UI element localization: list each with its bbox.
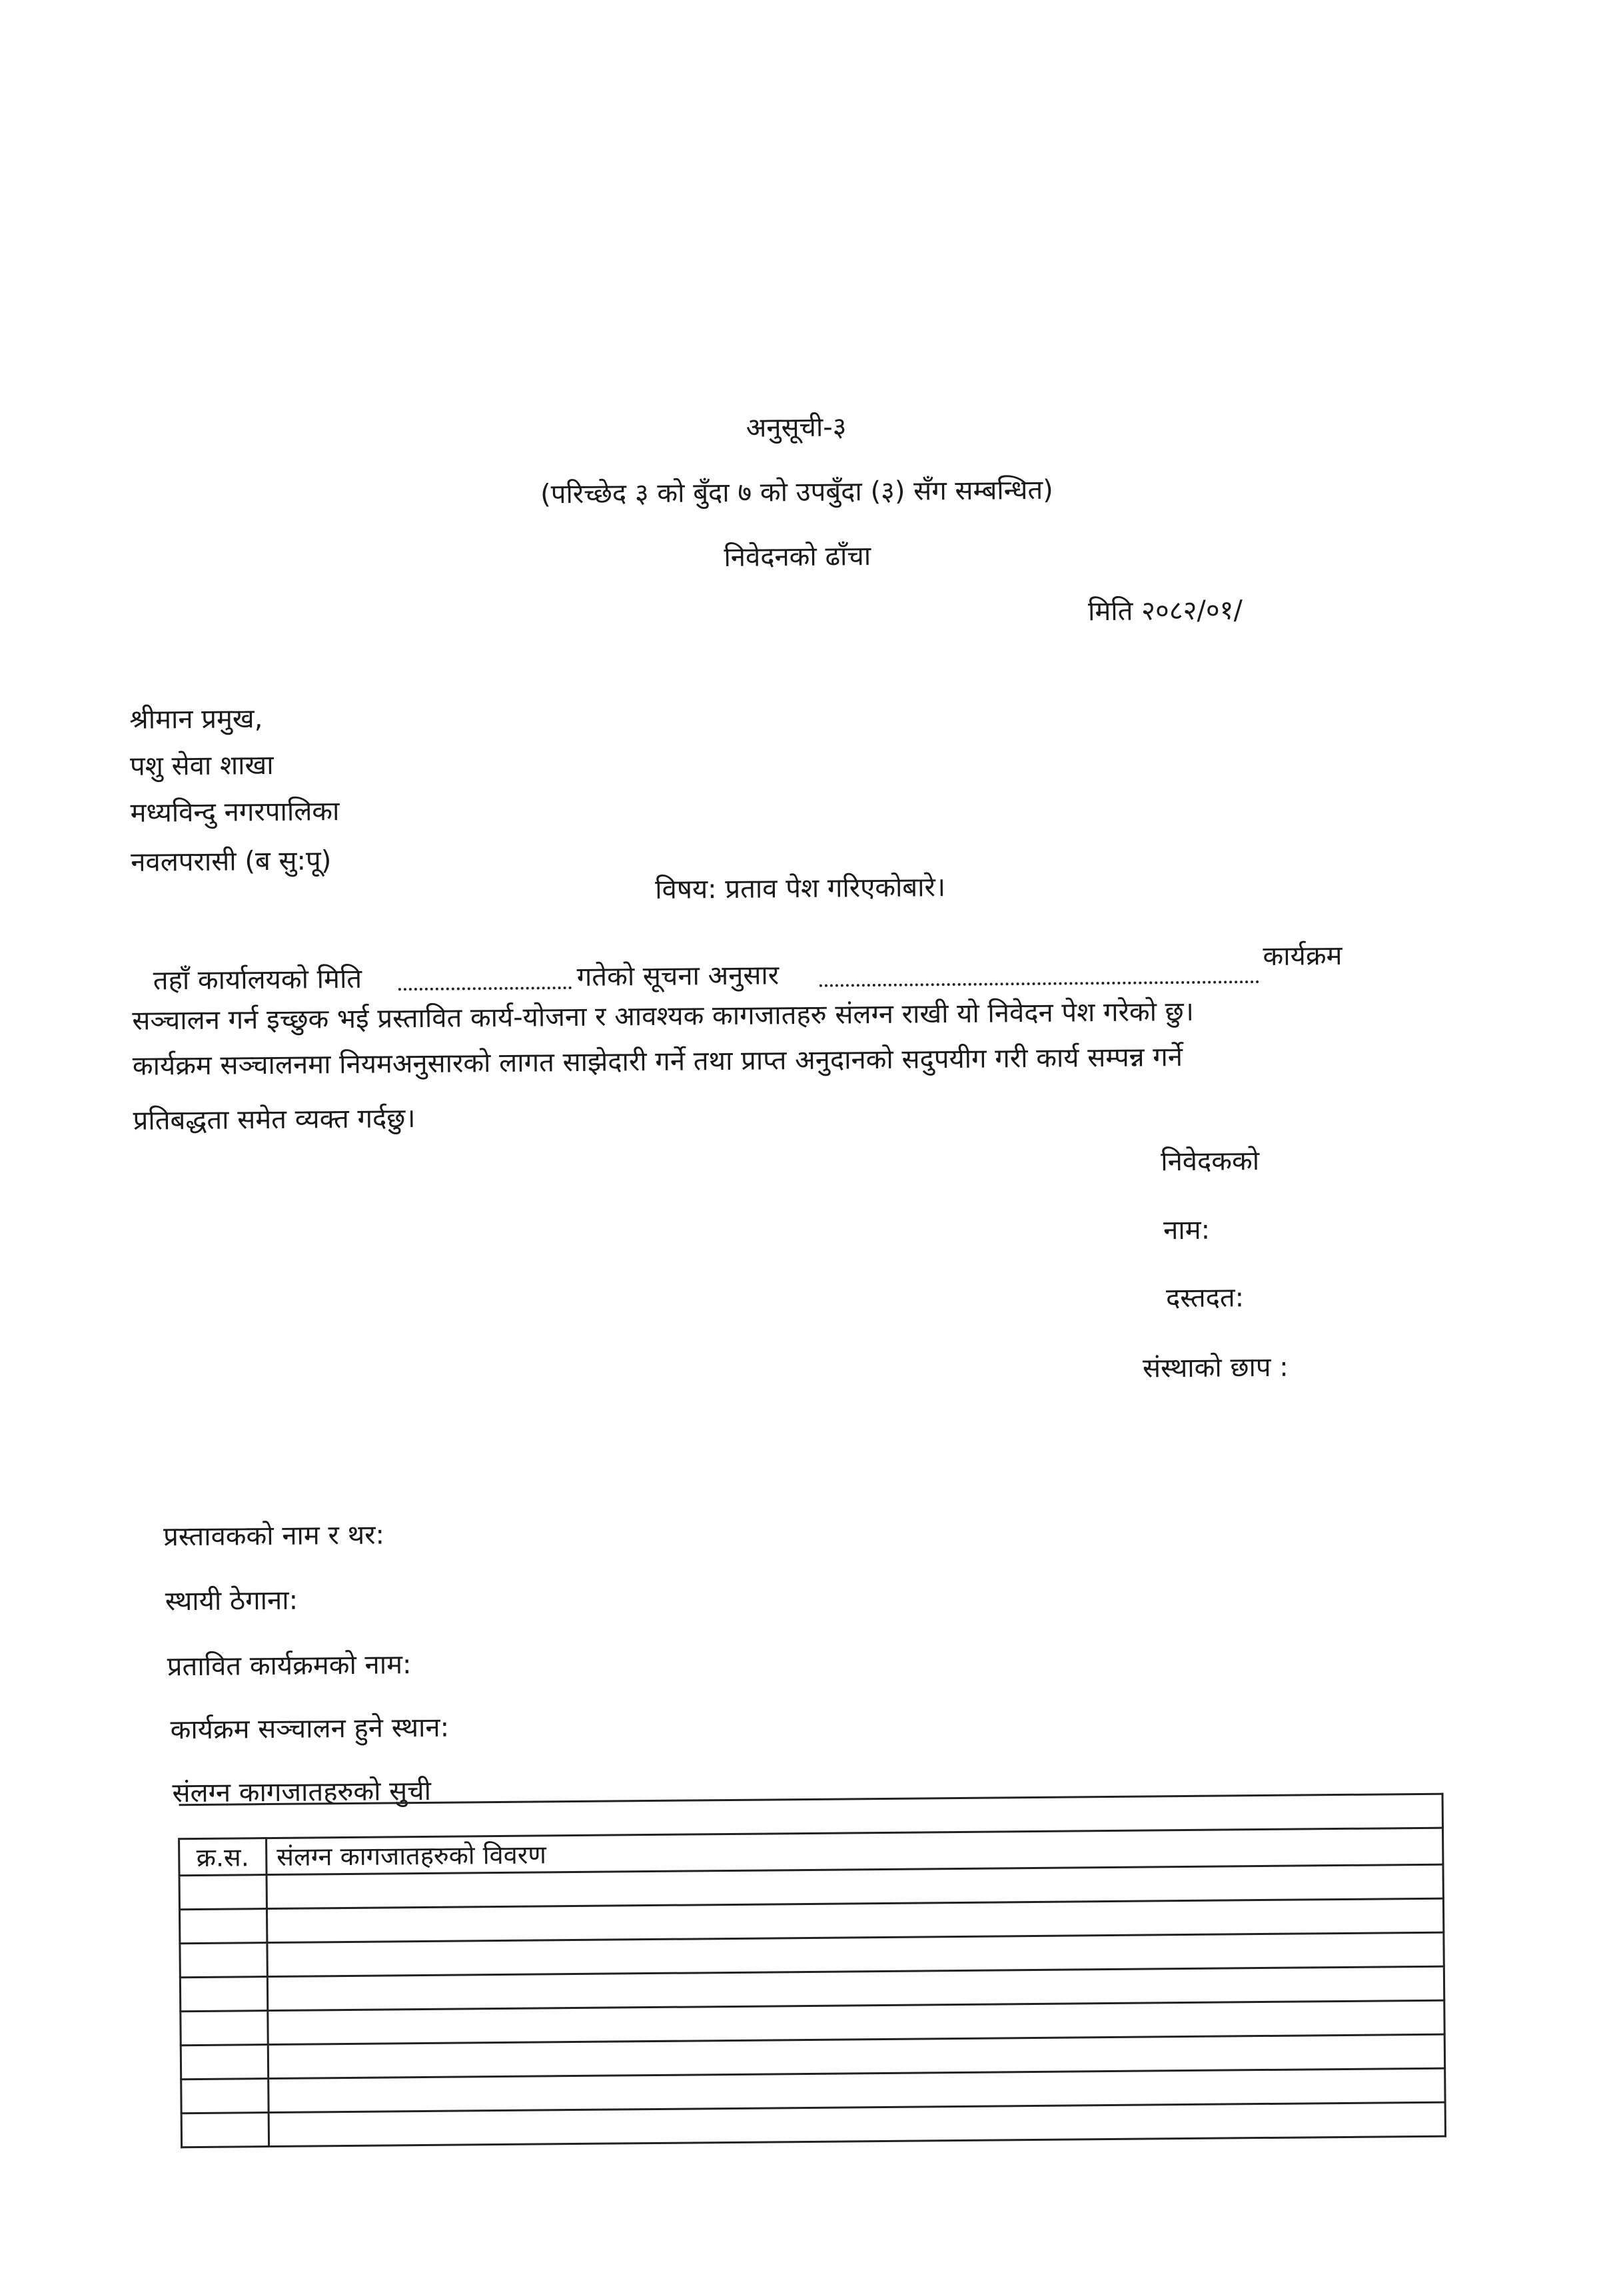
body-text-notice: गतेको सूचना अनुसार	[576, 960, 780, 992]
body-line-2: सञ्चालन गर्न इच्छुक भई प्रस्तावित कार्य-योजना र आवश्यक कागजातहरु संलग्न राखी यो निवेदन पेश गरेको छु।	[132, 996, 1195, 1036]
reference-line: (परिच्छेद ३ को बुँदा ७ को उपबुँदा (३) सँग सम्बन्धित)	[540, 474, 1053, 510]
serial-cell	[181, 2113, 268, 2147]
proposer-name-label: प्रस्तावकको नाम र थर:	[163, 1519, 385, 1553]
program-name-label: प्रतावित कार्यक्रमको नाम:	[167, 1649, 412, 1683]
serial-cell	[179, 1875, 267, 1910]
addressee-line-2: पशु सेवा शाखा	[129, 749, 274, 782]
serial-cell	[180, 1977, 267, 2012]
schedule-title: अनुसूची-३	[746, 412, 847, 444]
serial-cell	[181, 2079, 268, 2113]
applicant-label: निवेदकको	[1161, 1146, 1260, 1178]
attachments-table	[178, 1793, 1446, 2149]
col-serial-header: क्र.स.	[179, 1838, 267, 1876]
date-blank-dots	[398, 986, 572, 990]
addressee-line-3: मध्यविन्दु नगरपालिका	[130, 796, 340, 829]
name-label: नाम:	[1163, 1214, 1211, 1246]
date-line: मिति २०८२/०१/	[1087, 595, 1243, 627]
serial-cell	[181, 2011, 268, 2046]
stamp-label: संस्थाको छाप :	[1142, 1351, 1289, 1384]
body-text-program: कार्यक्रम	[1263, 940, 1342, 972]
body-text-office-date: तहाँ कार्यालयको मिति	[153, 963, 362, 996]
col-description-header: संलग्न कागजातहरुको विवरण	[267, 1828, 1443, 1874]
addressee-line-4: नवलपरासी (ब सु:पू)	[131, 845, 332, 878]
serial-cell	[181, 2045, 268, 2080]
program-location-label: कार्यक्रम सञ्चालन हुने स्थान:	[170, 1712, 450, 1746]
serial-cell	[180, 1943, 267, 1978]
subject-line: विषय: प्रताव पेश गरिएकोबारे।	[655, 872, 946, 905]
form-title: निवेदनको ढाँचा	[724, 541, 871, 573]
signature-label: दस्तदत:	[1165, 1282, 1245, 1314]
serial-cell	[179, 1909, 267, 1944]
permanent-address-label: स्थायी ठेगाना:	[165, 1585, 298, 1617]
attachments-heading: संलग्न कागजातहरुको सुची	[172, 1775, 432, 1809]
body-line-4: प्रतिबद्धता समेत व्यक्त गर्दछु।	[133, 1103, 416, 1136]
addressee-line-1: श्रीमान प्रमुख,	[129, 703, 263, 735]
body-line-3: कार्यक्रम सञ्चालनमा नियमअनुसारको लागत साझेदारी गर्ने तथा प्राप्त अनुदानको सदुपयीग गरी कार्य सम्पन्न गर्ने	[132, 1042, 1183, 1082]
program-blank-dots	[819, 980, 1259, 987]
